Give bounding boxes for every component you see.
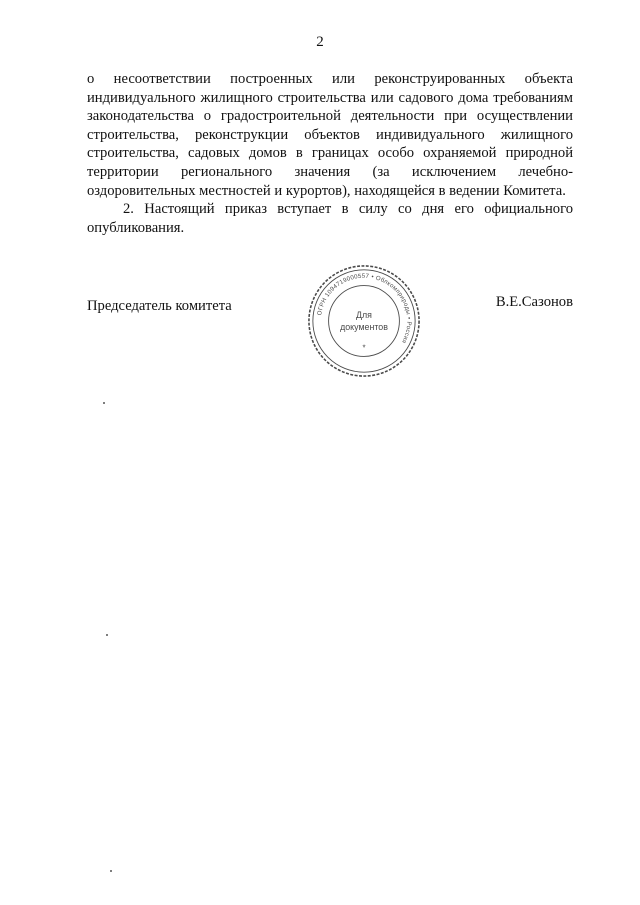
paragraph-2: 2. Настоящий приказ вступает в силу со дня его официального опубликования. [87,201,573,236]
scan-speck [106,634,108,636]
signer-name: В.Е.Сазонов [495,294,573,310]
scan-speck [103,402,105,404]
signer-title: Председатель комитета [87,298,232,314]
document-body [87,70,573,237]
seal-center-line-1: Для [356,310,372,321]
official-seal-stamp [305,262,423,380]
seal-ring-text: ОГРН 1094719000557 • Облкомприроды • Россия [316,272,413,345]
scan-speck [110,870,112,872]
page-number: 2 [316,34,324,50]
seal-star-icon: * [362,343,366,353]
seal-center-line-2: документов [340,321,388,332]
paragraph-1: о несоответствии построенных или реконструированных объекта индивидуального жилищного строительства или садового дома требованиям законодательства о градостроительной деятельности при осуществлении строительства, реконструкции объектов индивидуального жилищного строительства, садовых домов в границах особо охраняемой природной территории регионального значения (за исключением лечебно-оздоровительных местностей и курортов), находящейся в ведении Комитета. [87,71,573,199]
